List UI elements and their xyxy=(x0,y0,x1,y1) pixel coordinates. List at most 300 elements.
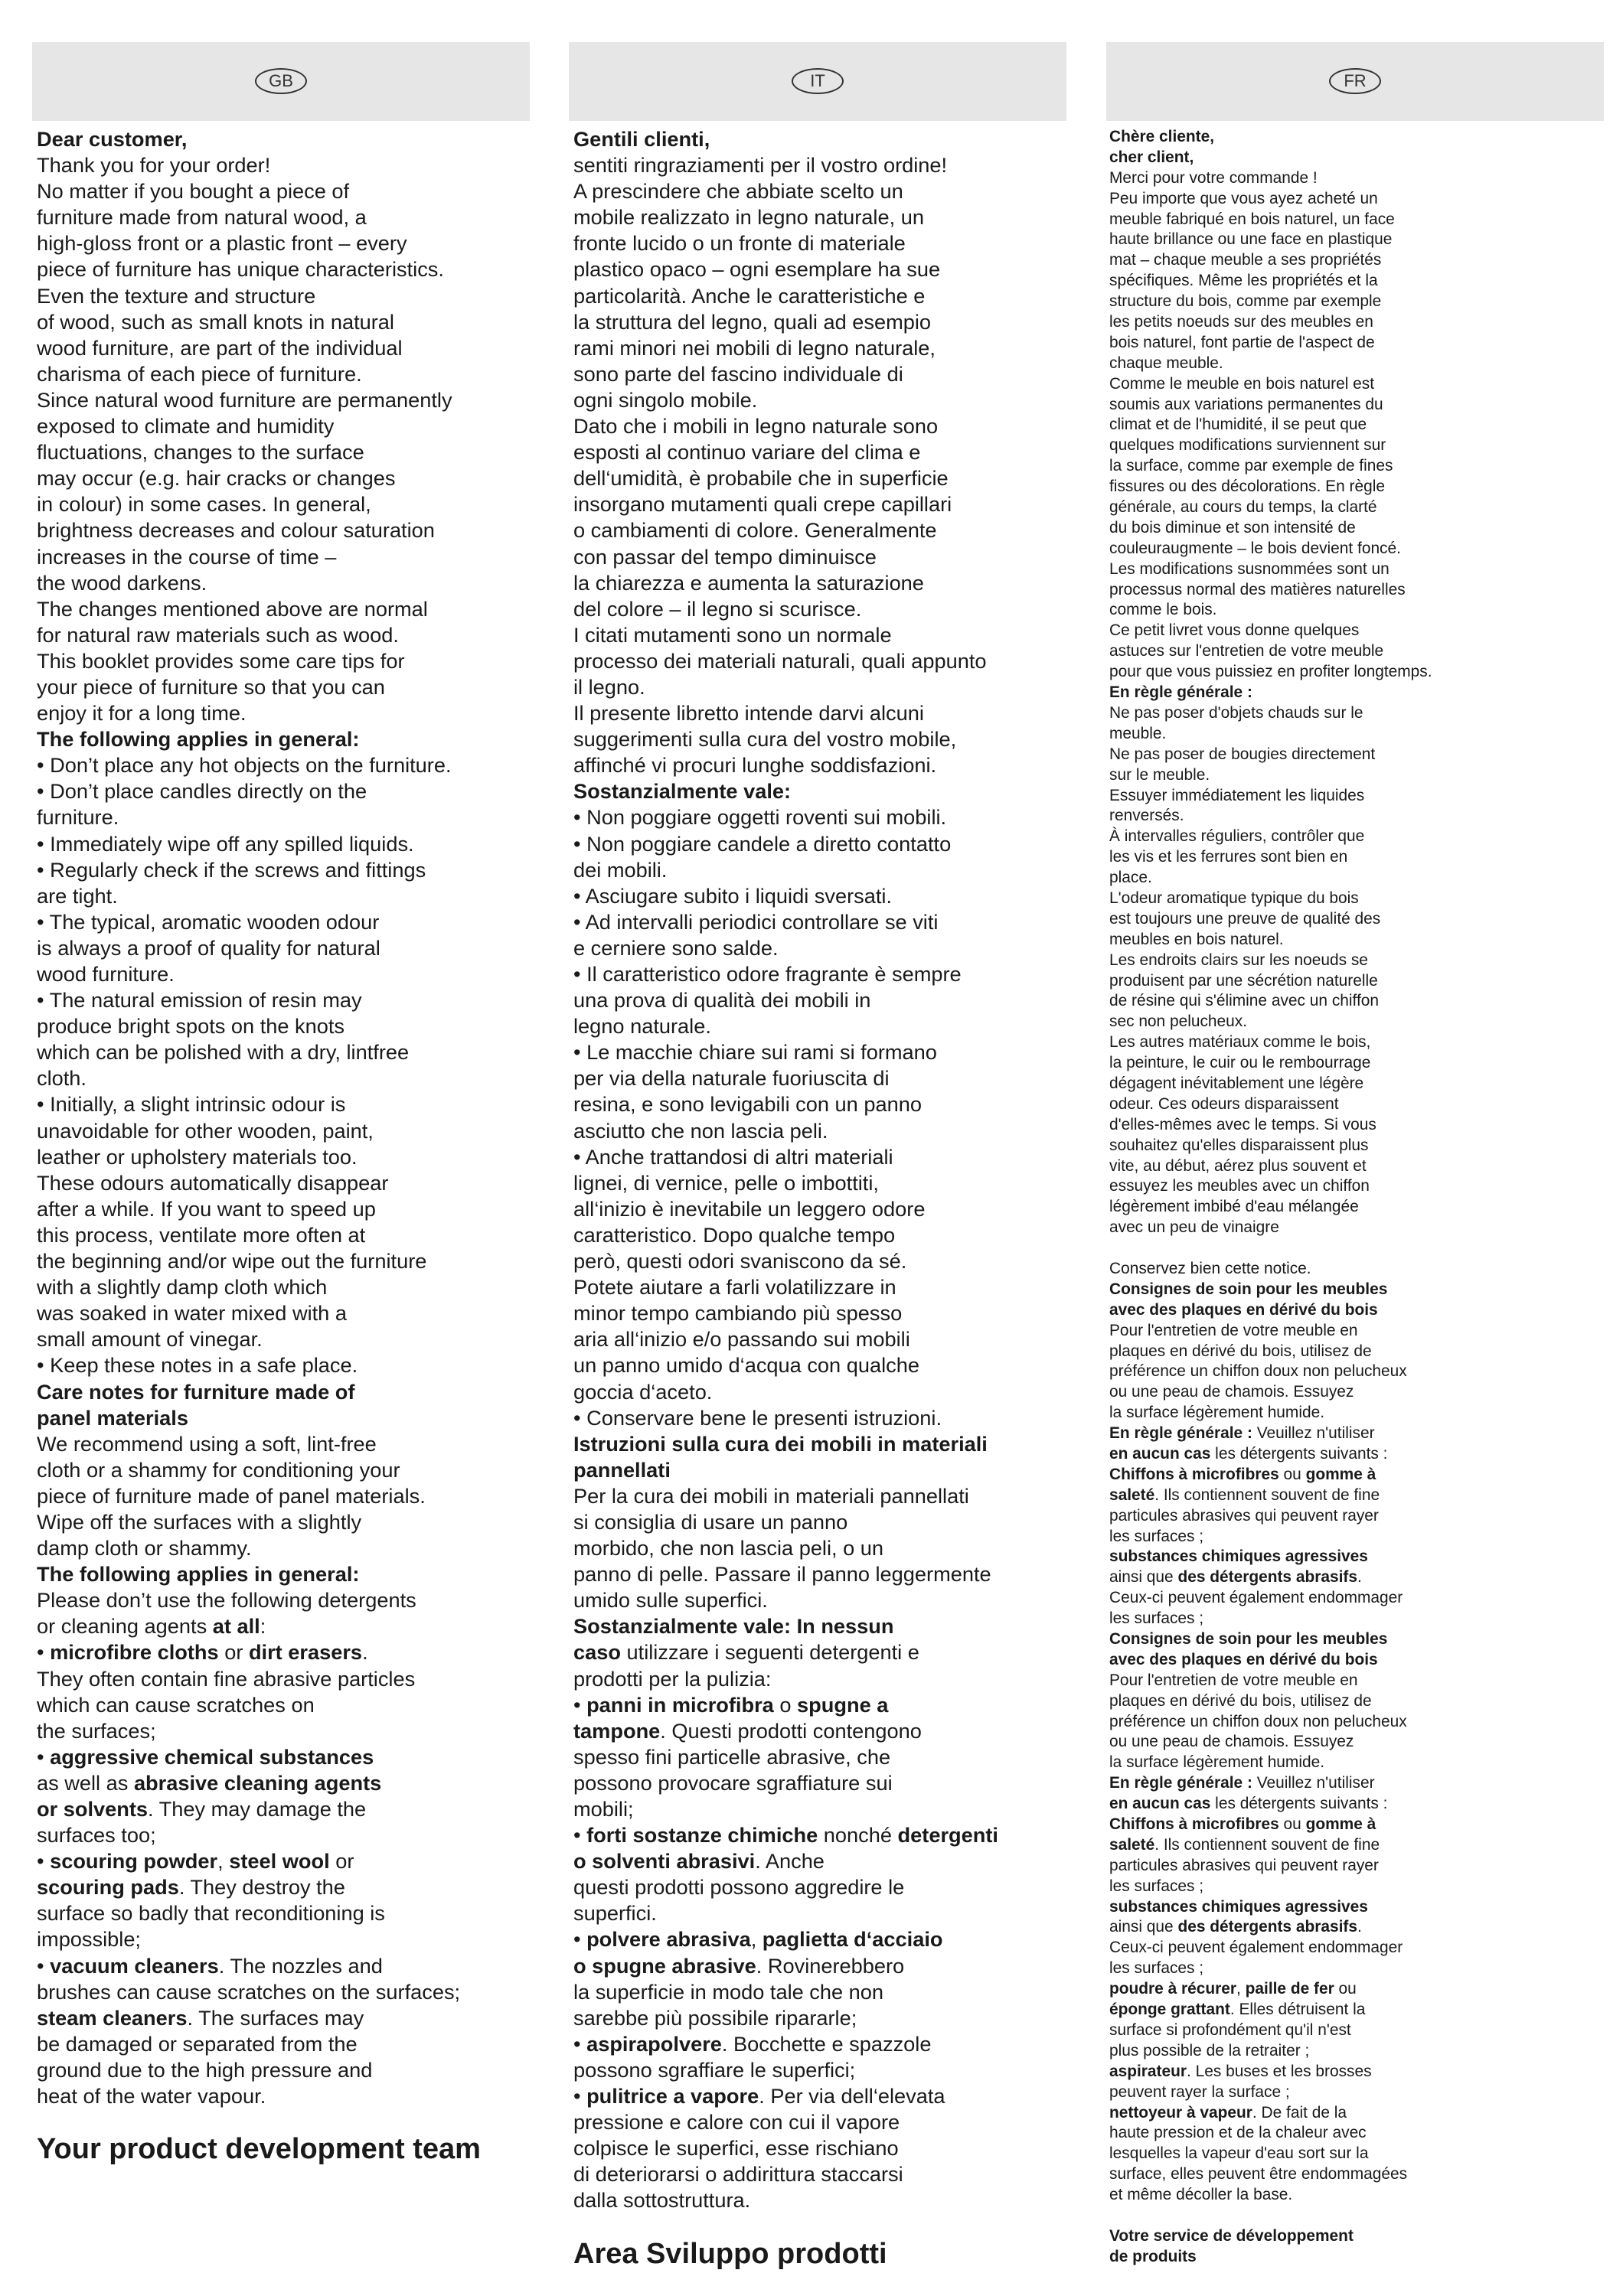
bold-text: Gentili clienti, xyxy=(573,127,710,151)
text-run: • Anche trattandosi di altri materiali xyxy=(573,1144,893,1169)
text-line xyxy=(573,2187,1066,2213)
text-line xyxy=(37,491,530,517)
bold-text: steam cleaners xyxy=(37,2005,188,2030)
text-line xyxy=(573,2109,1066,2135)
text-line xyxy=(1109,2164,1604,2185)
text-run: This booklet provides some care tips for xyxy=(37,648,405,673)
text-line xyxy=(37,309,530,335)
text-line xyxy=(1109,1012,1604,1032)
text-line xyxy=(37,256,530,282)
text-line xyxy=(1109,703,1604,724)
text-run: spécifiques. Même les propriétés et la xyxy=(1109,272,1378,290)
text-run: particules abrasives qui peuvent rayer xyxy=(1109,1856,1379,1874)
text-run: Since natural wood furniture are permanently xyxy=(37,387,452,412)
text-line xyxy=(573,152,1066,178)
text-run: Les endroits clairs sur les noeuds se xyxy=(1109,951,1368,969)
text-line xyxy=(37,1196,530,1222)
text-line xyxy=(37,283,530,309)
text-line xyxy=(573,283,1066,309)
text-run: . Elles détruisent la xyxy=(1229,2001,1366,2019)
signature-it: Area Sviluppo prodotti xyxy=(573,2237,887,2270)
text-line xyxy=(1109,354,1604,374)
text-run: leather or upholstery materials too. xyxy=(37,1144,358,1169)
text-run: Comme le meuble en bois naturel est xyxy=(1109,374,1375,393)
text-run: • Il caratteristico odore fragrante è sempre xyxy=(573,962,962,986)
bold-text: Care notes for furniture made of xyxy=(37,1379,355,1404)
bold-text: en aucun cas xyxy=(1109,1445,1211,1463)
bold-text: microfibre cloths xyxy=(50,1640,219,1665)
text-line xyxy=(1109,250,1604,271)
text-line xyxy=(1109,1074,1604,1094)
text-run: les surfaces ; xyxy=(1109,1527,1204,1545)
text-run: Les modifications susnommées sont un xyxy=(1109,559,1390,578)
text-run: pressione e calore con cui il vapore xyxy=(573,2110,900,2135)
text-run: de résine qui s'élimine avec un chiffon xyxy=(1109,992,1379,1010)
text-run: prodotti per la pulizia: xyxy=(573,1666,772,1691)
text-line xyxy=(37,1848,530,1874)
text-line xyxy=(573,1848,1066,1874)
text-run: pour que vous puissiez en profiter longtemps. xyxy=(1109,663,1432,681)
text-run: per via della naturale fuoriuscita di xyxy=(573,1066,890,1091)
text-line xyxy=(37,1639,530,1665)
text-run: ogni singolo mobile. xyxy=(573,387,758,412)
text-run: be damaged or separated from the xyxy=(37,2031,358,2056)
text-line xyxy=(37,126,530,152)
text-run: Les autres matériaux comme le bois, xyxy=(1109,1033,1371,1052)
text-line xyxy=(37,1483,530,1509)
bold-text: pannellati xyxy=(573,1457,671,1482)
text-run: dégagent inévitablement une légère xyxy=(1109,1074,1364,1092)
bold-text: substances chimiques agressives xyxy=(1109,1548,1368,1566)
text-line xyxy=(1109,1342,1604,1362)
bold-text: The following applies in general: xyxy=(37,727,360,752)
language-badge-fr: FR xyxy=(1329,68,1381,94)
text-run: però, questi odori svaniscono da sé. xyxy=(573,1249,907,1274)
text-run: haute brillance ou une face en plastique xyxy=(1109,230,1393,249)
text-line xyxy=(1109,539,1604,559)
text-line xyxy=(573,648,1066,674)
text-line xyxy=(37,883,530,909)
text-line xyxy=(1109,312,1604,333)
text-line xyxy=(1109,951,1604,971)
text-run: These odours automatically disappear xyxy=(37,1170,389,1195)
text-run: • xyxy=(37,1849,51,1874)
text-run: plaques en dérivé du bois, utilisez de xyxy=(1109,1691,1372,1710)
bold-text: Dear customer, xyxy=(37,127,188,151)
text-line xyxy=(37,1144,530,1170)
text-run: is always a proof of quality for natural xyxy=(37,935,380,960)
text-run: del colore – il legno si scurisce. xyxy=(573,596,862,621)
bold-text: spugne a xyxy=(797,1692,889,1717)
bold-text: scouring pads xyxy=(37,1875,179,1900)
care-text-it xyxy=(569,126,1066,2214)
text-run: d'elles-mêmes avec le temps. Si vous xyxy=(1109,1115,1376,1133)
text-run: goccia d‘aceto. xyxy=(573,1379,713,1404)
text-run: ou xyxy=(1278,1815,1306,1834)
bold-text: Istruzioni sulla cura dei mobili in materiali xyxy=(573,1431,988,1456)
text-line xyxy=(573,335,1066,361)
text-line xyxy=(573,987,1066,1013)
text-line xyxy=(37,752,530,778)
text-run: enjoy it for a long time. xyxy=(37,701,247,726)
text-run: which can cause scratches on xyxy=(37,1692,315,1717)
text-run: ou une peau de chamois. Essuyez xyxy=(1109,1733,1354,1751)
text-line xyxy=(573,1248,1066,1274)
text-line xyxy=(573,752,1066,778)
text-run: . xyxy=(1357,1568,1362,1587)
text-line xyxy=(37,1666,530,1692)
text-run: processus normal des matières naturelles xyxy=(1109,580,1406,598)
text-line xyxy=(1109,2000,1604,2020)
text-line xyxy=(1109,189,1604,210)
text-line xyxy=(37,1718,530,1744)
text-run: after a while. If you want to speed up xyxy=(37,1196,376,1221)
text-line xyxy=(1109,683,1604,703)
text-line xyxy=(573,857,1066,883)
text-run: surface, elles peuvent être endommagées xyxy=(1109,2165,1408,2183)
text-run: piece of furniture has unique characteristics. xyxy=(37,257,444,282)
text-run: les surfaces ; xyxy=(1109,1959,1204,1978)
text-run: • xyxy=(37,1640,51,1665)
text-run: place. xyxy=(1109,869,1152,887)
text-line xyxy=(573,596,1066,622)
text-run: et même décoller la base. xyxy=(1109,2186,1293,2204)
text-line xyxy=(573,544,1066,570)
text-line xyxy=(573,883,1066,909)
text-run: • Keep these notes in a safe place. xyxy=(37,1353,358,1378)
text-line xyxy=(1109,518,1604,539)
text-run: cloth or a shammy for conditioning your xyxy=(37,1457,400,1482)
text-run: umido sulle superfici. xyxy=(573,1588,768,1613)
bold-text: Sostanzialmente vale: In nessun xyxy=(573,1614,894,1639)
text-run: plastico opaco – ogni esemplare ha sue xyxy=(573,257,941,282)
text-run: • Non poggiare candele a diretto contatto xyxy=(573,831,952,856)
text-run: , xyxy=(1236,1980,1246,1998)
text-line xyxy=(37,674,530,700)
text-line xyxy=(1109,1218,1604,1238)
text-line xyxy=(573,726,1066,752)
text-run: Pour l'entretien de votre meuble en xyxy=(1109,1671,1358,1689)
text-run: furniture made from natural wood, a xyxy=(37,205,367,230)
text-run: préférence un chiffon doux non pelucheux xyxy=(1109,1362,1407,1381)
text-run: générale, au cours du temps, la clarté xyxy=(1109,498,1377,517)
bold-text: gomme à xyxy=(1305,1465,1376,1483)
text-run: Pour l'entretien de votre meuble en xyxy=(1109,1321,1358,1339)
text-line xyxy=(1109,127,1604,148)
bold-text: o spugne abrasive xyxy=(573,1953,756,1978)
text-run: as well as xyxy=(37,1770,134,1795)
text-line xyxy=(573,1979,1066,2005)
text-line xyxy=(1109,1671,1604,1691)
bold-text: des détergents abrasifs xyxy=(1177,1918,1357,1936)
text-line xyxy=(1109,230,1604,250)
text-line xyxy=(573,387,1066,413)
text-line xyxy=(37,1170,530,1196)
text-run: Peu importe que vous ayez acheté un xyxy=(1109,189,1378,207)
bold-text: éponge grattant xyxy=(1109,2001,1230,2019)
bold-text: avec des plaques en dérivé du bois xyxy=(1109,1650,1378,1668)
text-run: vite, au début, aérez plus souvent et xyxy=(1109,1156,1367,1175)
text-line xyxy=(37,909,530,935)
text-run: . Per via dell‘elevata xyxy=(759,2084,945,2108)
text-run: légèrement imbibé d'eau mélangée xyxy=(1109,1198,1359,1216)
text-line xyxy=(37,2031,530,2057)
text-run: la surface légèrement humide. xyxy=(1109,1404,1325,1422)
text-line xyxy=(37,361,530,387)
text-line xyxy=(1109,1835,1604,1856)
text-line xyxy=(1109,1609,1604,1629)
text-run: sono parte del fascino individuale di xyxy=(573,361,903,386)
text-line xyxy=(1109,1567,1604,1588)
text-line xyxy=(37,2005,530,2031)
text-line xyxy=(573,831,1066,857)
text-run: or cleaning agents xyxy=(37,1614,213,1639)
text-run: meuble. xyxy=(1109,724,1167,742)
text-line xyxy=(1109,909,1604,930)
text-run: A prescindere che abbiate scelto un xyxy=(573,179,903,204)
text-line xyxy=(37,387,530,413)
text-run: superfici. xyxy=(573,1901,657,1926)
text-run: charisma of each piece of furniture. xyxy=(37,361,362,386)
text-line xyxy=(1109,292,1604,312)
text-run: lesquelles la vapeur d'eau sort sur la xyxy=(1109,2144,1369,2163)
text-run: • The natural emission of resin may xyxy=(37,988,362,1013)
text-line xyxy=(573,570,1066,596)
text-run: Ce petit livret vous donne quelques xyxy=(1109,621,1360,640)
text-line xyxy=(37,1065,530,1091)
text-run: impossible; xyxy=(37,1927,141,1952)
text-run: structure du bois, comme par exemple xyxy=(1109,292,1382,311)
text-run: Conservez bien cette notice. xyxy=(1109,1259,1311,1277)
care-text-gb xyxy=(32,126,530,2109)
text-line xyxy=(37,1457,530,1483)
text-run: heat of the water vapour. xyxy=(37,2084,266,2108)
text-line xyxy=(573,2005,1066,2031)
text-run: sur le meuble. xyxy=(1109,765,1210,784)
text-run: • xyxy=(37,1744,51,1769)
text-line xyxy=(37,1300,530,1326)
bold-text: Consignes de soin pour les meubles xyxy=(1109,1630,1388,1649)
text-line xyxy=(573,1196,1066,1222)
bold-text: caso xyxy=(573,1640,621,1665)
text-line xyxy=(1109,1938,1604,1958)
text-line xyxy=(1109,1629,1604,1650)
text-line xyxy=(37,1509,530,1535)
text-line xyxy=(37,413,530,439)
text-run: morbido, che non lascia peli, o un xyxy=(573,1536,884,1561)
text-run: un panno umido d‘acqua con qualche xyxy=(573,1353,919,1378)
text-run: legno naturale. xyxy=(573,1014,711,1039)
text-run: la superficie in modo tale che non xyxy=(573,1979,884,2004)
text-line xyxy=(1109,1527,1604,1548)
text-line xyxy=(573,1953,1066,1979)
text-run: esposti al continuo variare del clima e xyxy=(573,440,921,465)
text-run: Merci pour votre commande ! xyxy=(1109,168,1318,187)
text-line xyxy=(1109,415,1604,435)
text-line xyxy=(1109,210,1604,230)
text-line xyxy=(573,1692,1066,1718)
text-run: sarebbe più possibile ripararle; xyxy=(573,2005,857,2030)
text-run: No matter if you bought a piece of xyxy=(37,179,350,204)
text-run: processo dei materiali naturali, quali appunto xyxy=(573,648,987,673)
text-run: with a slightly damp cloth which xyxy=(37,1275,328,1300)
text-run: una prova di qualità dei mobili in xyxy=(573,988,871,1013)
text-run: I citati mutamenti sono un normale xyxy=(573,622,892,647)
text-line xyxy=(573,1170,1066,1196)
text-run: . xyxy=(1357,1918,1362,1936)
text-run: la struttura del legno, quali ad esempio xyxy=(573,309,932,334)
text-line xyxy=(1109,497,1604,518)
text-run: • xyxy=(573,1823,587,1848)
text-line xyxy=(1109,1773,1604,1794)
bold-text: at all xyxy=(212,1614,260,1639)
text-run: il legno. xyxy=(573,674,645,699)
text-line xyxy=(37,1744,530,1770)
text-line xyxy=(573,1535,1066,1561)
text-line xyxy=(573,1039,1066,1065)
text-line xyxy=(37,1326,530,1352)
bold-text: vacuum cleaners xyxy=(50,1953,219,1978)
bold-text: aspirapolvere xyxy=(586,2031,722,2056)
text-run: comme le bois. xyxy=(1109,601,1217,619)
text-line xyxy=(1109,641,1604,662)
text-line xyxy=(37,230,530,256)
text-line xyxy=(1109,1506,1604,1527)
language-header-it xyxy=(569,42,1066,121)
text-line xyxy=(37,778,530,804)
text-line xyxy=(37,1535,530,1561)
text-line xyxy=(1109,477,1604,497)
text-run: : xyxy=(260,1614,266,1639)
bold-text: tampone xyxy=(573,1718,661,1743)
text-run: les petits noeuds sur des meubles en xyxy=(1109,313,1373,331)
bold-text: Chère cliente, xyxy=(1109,128,1215,145)
text-run: sentiti ringraziamenti per il vostro ordine! xyxy=(573,153,948,178)
text-line xyxy=(1109,1032,1604,1053)
text-run: . They may damage the xyxy=(148,1797,367,1821)
text-line xyxy=(573,1718,1066,1744)
text-run: À intervalles réguliers, contrôler que xyxy=(1109,827,1365,846)
text-run: mobile realizzato in legno naturale, un xyxy=(573,205,924,230)
bold-text: En règle générale : xyxy=(1109,683,1252,702)
bold-text: des détergents abrasifs xyxy=(1177,1568,1357,1587)
text-line xyxy=(573,1431,1066,1457)
text-line xyxy=(37,1039,530,1065)
text-run: sec non pelucheux. xyxy=(1109,1013,1248,1031)
text-run: renversés. xyxy=(1109,807,1184,825)
text-line xyxy=(573,1587,1066,1613)
text-run: Veuillez n'utiliser xyxy=(1252,1774,1375,1792)
text-line xyxy=(1109,2062,1604,2082)
text-line xyxy=(37,1587,530,1613)
text-run: . Anche xyxy=(755,1849,825,1874)
text-run: surface si profondément qu'il n'est xyxy=(1109,2020,1351,2039)
text-run: dell‘umidità, è probabile che in superficie xyxy=(573,466,949,491)
text-line xyxy=(573,1509,1066,1535)
text-run: souhaitez qu'elles disparaissent plus xyxy=(1109,1136,1369,1154)
text-run: les détergents suivants : xyxy=(1210,1445,1388,1463)
text-run: damp cloth or shammy. xyxy=(37,1536,252,1561)
text-line xyxy=(1109,1979,1604,2000)
text-run: climat et de l'humidité, il se peut que xyxy=(1109,416,1367,434)
bold-text: panel materials xyxy=(37,1405,188,1430)
text-line xyxy=(1109,786,1604,807)
language-header-gb xyxy=(32,42,530,121)
text-run: o cambiamenti di colore. Generalmente xyxy=(573,518,937,543)
bold-text: steel wool xyxy=(229,1849,330,1874)
text-run: increases in the course of time – xyxy=(37,544,337,569)
text-run: produisent par une sécrétion naturelle xyxy=(1109,971,1378,990)
text-line xyxy=(1109,868,1604,889)
text-line xyxy=(573,1222,1066,1248)
text-line xyxy=(573,1013,1066,1039)
text-line xyxy=(1109,2103,1604,2124)
text-run: • xyxy=(573,1927,587,1952)
text-line xyxy=(573,126,1066,152)
text-line xyxy=(573,1300,1066,1326)
text-run: les surfaces ; xyxy=(1109,1609,1204,1628)
text-line xyxy=(37,1770,530,1796)
text-run: . The surfaces may xyxy=(187,2005,364,2030)
text-run: e cerniere sono salde. xyxy=(573,935,779,960)
text-line xyxy=(37,570,530,596)
bold-text: abrasive cleaning agents xyxy=(133,1770,382,1795)
text-run: affinché vi procuri lunghe soddisfazioni. xyxy=(573,753,937,778)
text-line xyxy=(37,1248,530,1274)
signature-gb: Your product development team xyxy=(37,2133,481,2166)
text-line xyxy=(1109,1588,1604,1609)
text-line xyxy=(37,178,530,204)
text-run: Potete aiutare a farli volatilizzare in xyxy=(573,1275,896,1300)
text-run: mat – chaque meuble a ses propriétés xyxy=(1109,251,1382,269)
bold-text: poudre à récurer xyxy=(1109,1980,1237,1998)
text-line xyxy=(1109,1382,1604,1403)
text-line xyxy=(1109,1424,1604,1444)
bold-text: En règle générale : xyxy=(1109,1424,1252,1443)
text-line xyxy=(573,361,1066,387)
bold-text: Votre service de développement xyxy=(1109,2226,1354,2245)
text-line xyxy=(37,1874,530,1900)
text-run: . They destroy the xyxy=(178,1875,345,1900)
text-line xyxy=(573,700,1066,726)
text-line xyxy=(1109,1136,1604,1156)
text-run: Ceux-ci peuvent également endommager xyxy=(1109,1589,1403,1607)
text-run: the wood darkens. xyxy=(37,570,207,595)
text-line xyxy=(1109,1465,1604,1486)
bold-text: gomme à xyxy=(1305,1815,1376,1834)
text-run: cloth. xyxy=(37,1066,87,1091)
text-line xyxy=(1109,333,1604,354)
text-line xyxy=(1109,2123,1604,2144)
text-line xyxy=(1109,1856,1604,1877)
text-line xyxy=(1109,2206,1604,2226)
text-run: . Ils contiennent souvent de fine xyxy=(1154,1835,1380,1854)
text-line xyxy=(1109,765,1604,786)
text-line xyxy=(573,1770,1066,1796)
text-line xyxy=(1109,1053,1604,1074)
text-run: nonché xyxy=(818,1823,898,1848)
text-run: astuces sur l'entretien de votre meuble xyxy=(1109,642,1384,660)
text-run: lignei, di vernice, pelle o imbottiti, xyxy=(573,1170,879,1195)
text-run: of wood, such as small knots in natural xyxy=(37,309,394,334)
text-line xyxy=(37,1692,530,1718)
text-run: haute pression et de la chaleur avec xyxy=(1109,2124,1367,2142)
text-run: ainsi que xyxy=(1109,1568,1178,1587)
text-run: all‘inizio è inevitabile un leggero odore xyxy=(573,1196,926,1221)
text-run: du bois diminue et son intensité de xyxy=(1109,518,1356,536)
text-line xyxy=(1109,1403,1604,1424)
text-line xyxy=(1109,1547,1604,1567)
